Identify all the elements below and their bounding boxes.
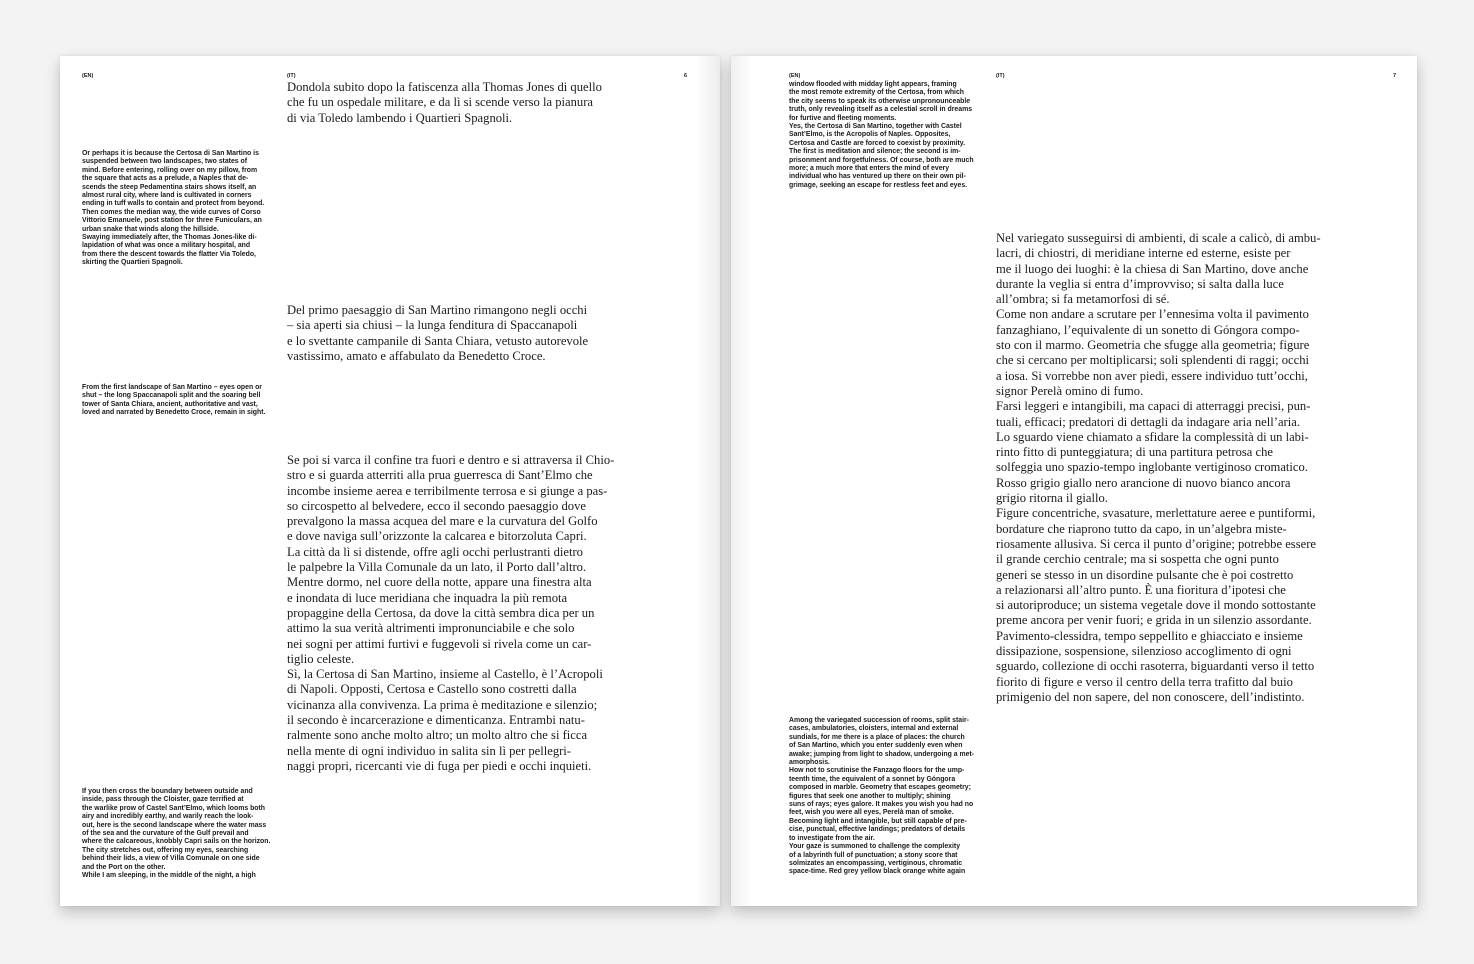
it-paragraph: Nel variegato susseguirsi di ambienti, di scale a calicò, di ambu- lacri, di chiostri, di meridiane interne ed esterne, esiste per me il luogo dei luoghi: è la chiesa di San Martino, dove anche durante la veglia si entra d’improvviso; si salta dalla luce all’ombra; si fa metamorfosi di sé. Come non andare a scrutare per l’ennesima volta il pavimento fanzaghiano, l’equivalente di un sonetto di Góngora compo- sto con il marmo. Geometria che sfugge alla geometria; figure che si cercano per moltiplicarsi; soli splendenti di raggi; occhi a iosa. Si vorrebbe non aver piedi, essere individuo tutt’occhi, signor Perelà omino di fumo. Farsi leggeri e intangibili, ma capaci di atterraggi precisi, pun- tuali, efficaci; predatori di dettagli da indagare aria nell’aria. Lo sguardo viene chiamato a sfidare la complessità di un labi- rinto fitto di punteggiatura; di una partitura petrosa che solfeggia uno spazio-tempo inglobante vertiginoso cromatico. Rosso grigio giallo nero arancione di nuovo bianco ancora grigio ritorna il giallo. Figure concentriche, svasature, merlettature aeree e puntiformi, bordature che riaprono tutto da capo, in un’algebra miste- riosamente allusiva. Si cerca il punto d’origine; potrebbe essere il grande cerchio centrale; ma si sospetta che ogni punto generi se stesso in un disordine pulsante che è poi costretto a relazionarsi all’altro punto. È una fioritura d’ipotesi che si autoriproduce; un sistema vegetale dove il mondo sottostante preme ancora per venir fuori; e grida in un silenzio assordante. Pavimento-clessidra, tempo seppellito e ghiacciato e insieme dissipazione, sospensione, silenzioso accoglimento di ogni sguardo, collezione di occhi rasoterra, biguardanti verso il tetto fiorito di figure e verso il centro della terra trafitto dal buio primigenio del non sapere, del non conoscere, dell’indistinto. [996,231,1321,704]
it-paragraph: Se poi si varca il confine tra fuori e dentro e si attraversa il Chio- stro e si guarda atterriti alla prua guerresca di Sant’Elmo che incombe insieme aerea e terribilmente terrosa e si giunge a pas- so circospetto al belvedere, ecco il secondo paesaggio dove prevalgono la massa acquea del mare e la curvatura del Golfo e dove naviga sull’orizzonte la calcarea e bitorzoluta Capri. La città da lì si distende, offre agli occhi perlustranti dietro le palpebre la Villa Comunale da un lato, il Porto dall’altro. Mentre dormo, nel cuore della notte, appare una finestra alta e inondata di luce meridiana che inquadra la più remota propaggine della Certosa, da dove la città sembra dica per un attimo la sua verità altrimenti impronunciabile e che solo nei sogni per attimi furtivi e fuggevoli si rivela come un car- tiglio celeste. Sì, la Certosa di San Martino, insieme al Castello, è l’Acropoli di Napoli. Opposti, Certosa e Castello sono costretti dalla vicinanza alla convivenza. La prima è meditazione e silenzio; il secondo è incarcerazione e dimenticanza. Entrambi natu- ralmente sono anche molto altro; un molto altro che si ficca nella mente di ogni individuo in salita sin lì per pellegri- naggi propri, ricercanti vie di fuga per piedi e occhi inquieti. [287,453,615,773]
lang-label-it: (IT) [996,73,1005,79]
en-paragraph: window flooded with midday light appears, framing the most remote extremity of the Certosa, from which the city seems to speak its otherwise unpronounceable truth, only revealing itself as a celestial scroll in dreams for furtive and fleeting moments. Yes, the Certosa di San Martino, together with Castel Sant’Elmo, is the Acropolis of Naples. Opposites, Certosa and Castle are forced to coexist by proximity. The first is meditation and silence; the second is im- prisonment and forgetfulness. Of course, both are much more; a much more that enters the mind of every individual who has ventured up there on their own pil- grimage, seeking an escape for restless feet and eyes. [789,81,974,189]
page-number: 6 [684,73,688,79]
en-paragraph: Or perhaps it is because the Certosa di San Martino is suspended between two landscapes, two states of mind. Before entering, rolling over on my pillow, from the square that acts as a prelude, a Naples that de- scends the steep Pedamentina stairs shows itself, an almost rural city, where land is cultivated in corners ending in tuff walls to contain and protect from beyond. Then comes the median way, the wide curves of Corso Vittorio Emanuele, post station for three Funiculars, an urban snake that winds along the hillside. Swaying immediately after, the Thomas Jones-like di- lapidation of what was once a military hospital, and from there the descent towards the flatter Via Toledo, skirting the Quartieri Spagnoli. [82,150,265,267]
it-paragraph: Dondola subito dopo la fatiscenza alla Thomas Jones di quello che fu un ospedale militare, e da lì si scende verso la pianura di via Toledo lambendo i Quartieri Spagnoli. [287,80,602,125]
en-paragraph: From the first landscape of San Martino – eyes open or shut – the long Spaccanapoli split and the soaring bell tower of Santa Chiara, ancient, authoritative and vast, loved and narrated by Benedetto Croce, remain in sight. [82,384,266,417]
en-paragraph: If you then cross the boundary between outside and inside, pass through the Cloister, gaze terrified at the warlike prow of Castel Sant’Elmo, which looms both airy and incredibly earthy, and warily reach the look- out, here is the second landscape where the water mass of the sea and the curvature of the Gulf prevail and where the calcareous, knobbly Capri sails on the horizon. The city stretches out, offering my eyes, searching behind their lids, a view of Villa Comunale on one side and the Port on the other. While I am sleeping, in the middle of the night, a high [82,788,271,880]
lang-label-en: (EN) [82,73,94,79]
lang-label-en: (EN) [789,73,801,79]
it-paragraph: Del primo paesaggio di San Martino rimangono negli occhi – sia aperti sia chiusi – la lunga fenditura di Spaccanapoli e lo svettante campanile di Santa Chiara, vetusto autorevole vastissimo, amato e affabulato da Benedetto Croce. [287,303,589,363]
lang-label-it: (IT) [287,73,296,79]
right-page [731,56,1417,906]
page-number: 7 [1393,73,1397,79]
left-page [60,56,720,906]
en-paragraph: Among the variegated succession of rooms, split stair- cases, ambulatories, cloisters, internal and external sundials, for me there is a place of places: the church of San Martino, which you enter suddenly even when awake; jumping from light to shadow, undergoing a met- amorphosis. How not to scrutinise the Fanzago floors for the ump- teenth time, the equivalent of a sonnet by Góngora composed in marble. Geometry that escapes geometry; figures that seek one another to multiply; shining suns of rays; eyes galore. It makes you wish you had no feet, wish you were all eyes, Perelà man of smoke. Becoming light and intangible, but still capable of pre- cise, punctual, effective landings; predators of details to investigate from the air. Your gaze is summoned to challenge the complexity of a labyrinth full of punctuation; a stony score that solmizates an encompassing, vertiginous, chromatic space-time. Red grey yellow black orange white again [789,717,975,876]
